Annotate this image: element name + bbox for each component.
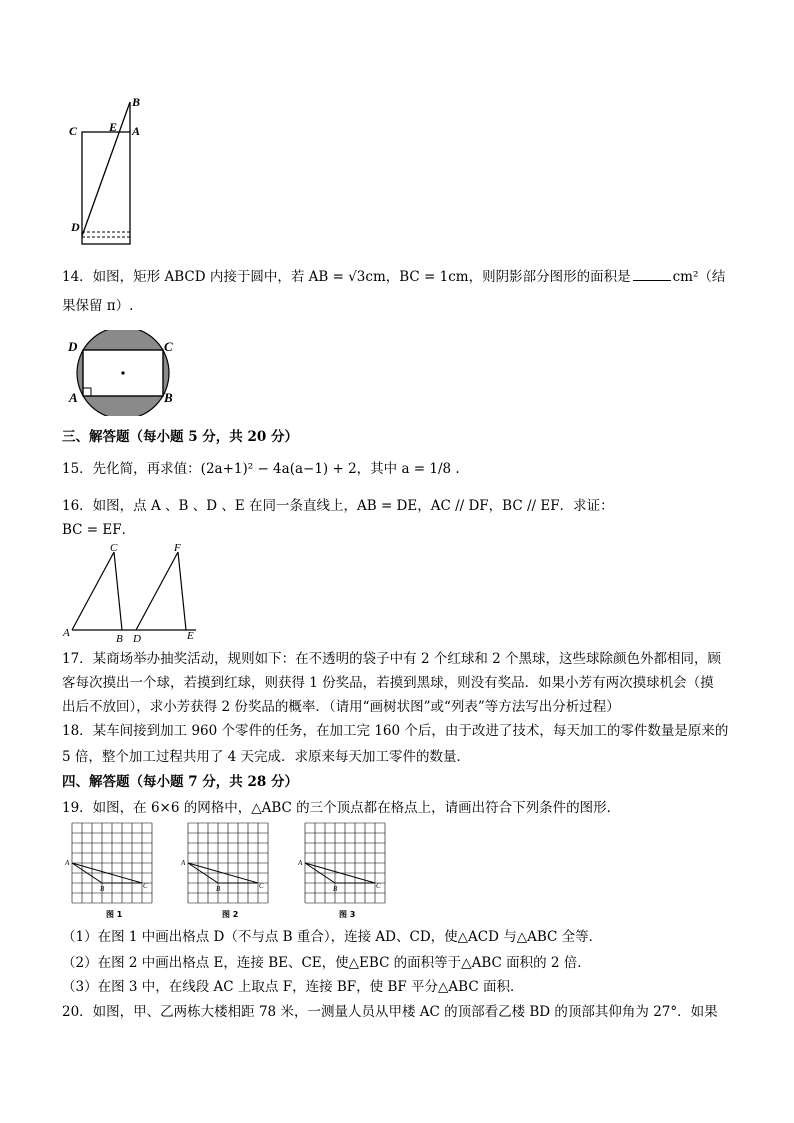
q14-line1 xyxy=(62,268,725,286)
q14-answer-blank[interactable] xyxy=(633,268,671,281)
fig13-label-d: D xyxy=(71,220,80,234)
section4-title: 四、解答题（每小题 7 分，共 28 分） xyxy=(62,774,298,790)
fig13-label-b: B xyxy=(132,95,141,109)
q17-line1: 17．某商场举办抽奖活动，规则如下：在不透明的袋子中有 2 个红球和 2 个黑球，这些球除颜色外都相同，顾 xyxy=(62,651,722,667)
q17-line2: 客每次摸出一个球，若摸到红球，则获得 1 份奖品，若摸到黑球，则没有奖品．如果小芳有两次摸球机会（摸 xyxy=(62,675,714,691)
q19-part2: （2）在图 2 中画出格点 E，连接 BE、CE，使△EBC 的面积等于△ABC 面积的 2 倍． xyxy=(62,955,591,971)
grid-caption-2: 图 2 xyxy=(222,910,239,919)
q16-line1: 16．如图，点 A 、B 、D 、E 在同一条直线上，AB = DE，AC // DF，BC // EF．求证： xyxy=(62,498,614,514)
fig13-label-e: E xyxy=(109,120,118,134)
fig16-label-f: F xyxy=(174,542,181,554)
fig14-label-a: A xyxy=(69,390,78,405)
q16-line2: BC = EF． xyxy=(62,522,136,538)
q18-line1: 18．某车间接到加工 960 个零件的任务，在加工完 160 个后，由于改进了技术，每天加工的零件数量是原来的 xyxy=(62,723,729,739)
q15-text: 15．先化简，再求值：(2a+1)² − 4a(a−1) + 2，其中 a = 1/8 . xyxy=(62,461,460,477)
figure-q14 xyxy=(64,330,188,416)
fig16-label-b: B xyxy=(116,633,123,644)
grid1-label-b: B xyxy=(100,885,105,893)
q17-line3: 出后不放回），求小芳获得 2 份奖品的概率．（请用“画树状图”或“列表”等方法写出分析过程） xyxy=(62,699,620,715)
grid2-label-c: C xyxy=(259,882,264,890)
grid-figure-2 xyxy=(178,820,284,912)
fig14-label-b: B xyxy=(164,390,173,405)
fig14-label-d: D xyxy=(68,339,78,354)
grid2-label-b: B xyxy=(216,885,221,893)
fig13-label-c: C xyxy=(69,124,78,138)
grid3-label-a: A xyxy=(298,859,303,867)
grid-caption-1: 图 1 xyxy=(106,910,123,919)
grid-caption-3: 图 3 xyxy=(339,910,356,919)
grid-figure-1 xyxy=(62,820,168,912)
fig14-label-c: C xyxy=(164,339,173,354)
q14-line2: 果保留 π）. xyxy=(62,298,134,314)
fig16-label-c: C xyxy=(110,542,118,554)
fig16-label-a: A xyxy=(63,627,70,639)
grid3-label-c: C xyxy=(376,882,381,890)
grid-figure-3 xyxy=(295,820,401,912)
section3-title: 三、解答题（每小题 5 分，共 20 分） xyxy=(62,429,298,445)
q18-line2: 5 倍，整个加工过程共用了 4 天完成．求原来每天加工零件的数量． xyxy=(62,749,471,765)
q14-text-a: 14．如图，矩形 ABCD 内接于圆中，若 AB = √3cm，BC = 1cm，则阴影部分图形的面积是 xyxy=(62,269,631,285)
grid1-label-a: A xyxy=(65,859,70,867)
grid2-label-a: A xyxy=(181,859,186,867)
fig13-label-a: A xyxy=(132,124,141,138)
figure-q16 xyxy=(60,540,210,644)
grid1-label-c: C xyxy=(143,882,148,890)
q14-text-b: cm²（结 xyxy=(672,269,726,285)
q19-part3: （3）在图 3 中，在线段 AC 上取点 F，连接 BF，使 BF 平分△ABC 面积． xyxy=(62,979,524,995)
q19-intro: 19．如图，在 6×6 的网格中，△ABC 的三个顶点都在格点上，请画出符合下列条件的图形． xyxy=(62,800,621,816)
fig16-label-d: D xyxy=(133,633,141,644)
grid3-label-b: B xyxy=(333,885,338,893)
fig16-label-e: E xyxy=(187,630,194,642)
q19-part1: （1）在图 1 中画出格点 D（不与点 B 重合），连接 AD、CD，使△ACD 与△ABC 全等． xyxy=(62,929,603,945)
figure-q13 xyxy=(60,92,150,252)
q20-line1: 20．如图，甲、乙两栋大楼相距 78 米，一测量人员从甲楼 AC 的顶部看乙楼 BD 的顶部其仰角为 27°．如果 xyxy=(62,1004,718,1020)
